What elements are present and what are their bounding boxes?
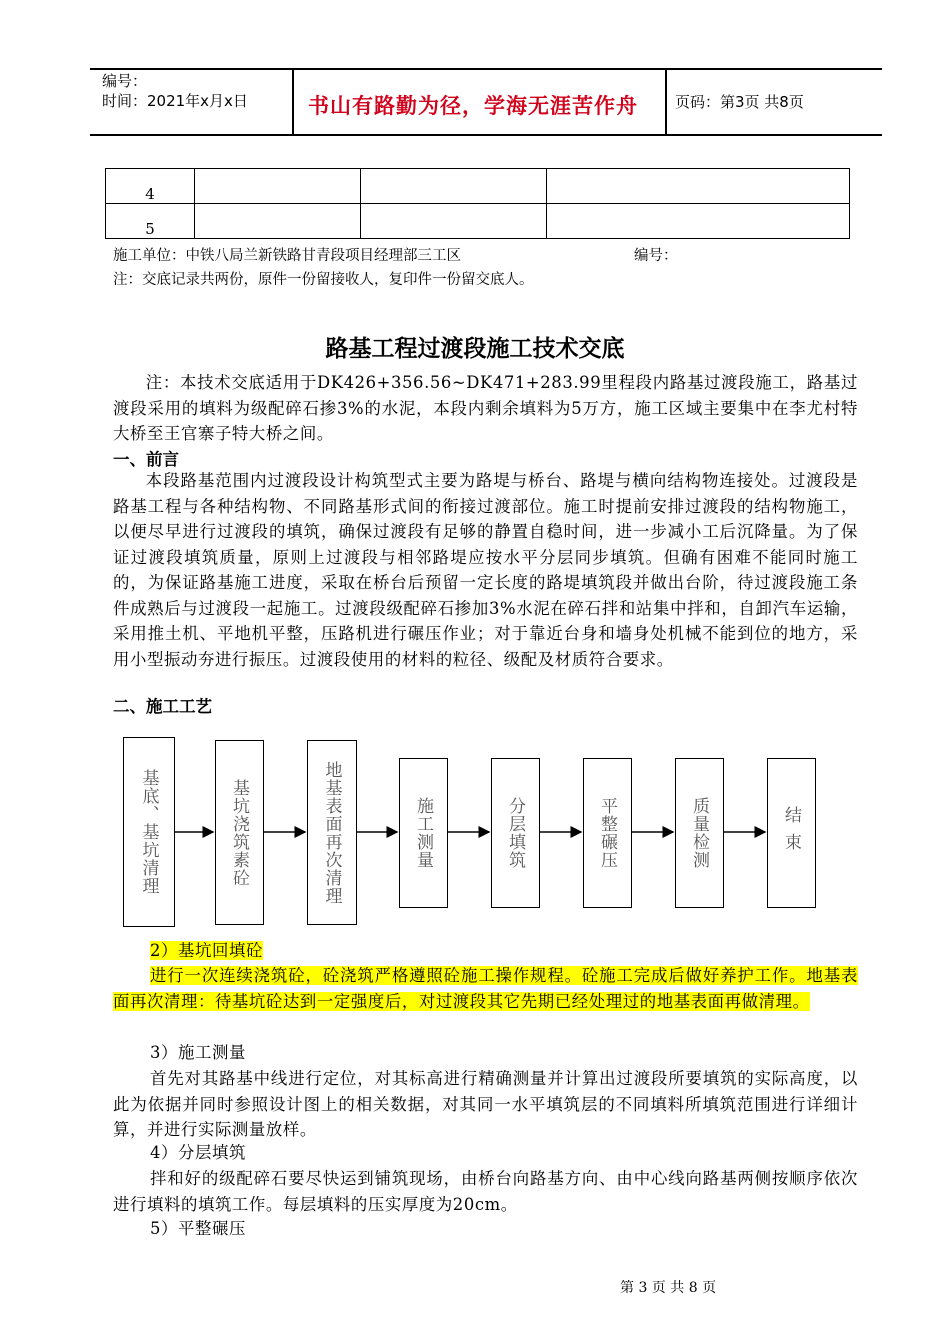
header-number: 编号：: [102, 72, 148, 90]
row-number: 4: [106, 169, 195, 204]
table-row: [106, 204, 850, 239]
flow-step-survey: [399, 758, 448, 908]
flow-step-label: 平整碾压: [597, 797, 617, 869]
flow-step-end: [767, 758, 816, 908]
flow-step-base-cleanup: [123, 737, 175, 927]
step2-title-text: 2）基坑回填砼: [150, 941, 263, 960]
flow-step-label: 质量检测: [689, 797, 709, 869]
table-cell: [547, 169, 850, 204]
step3-paragraph: 首先对其路基中线进行定位，对其标高进行精确测量并计算出过渡段所要填筑的实际高度，以此为依据并同时参照设计图上的相关数据，对其同一水平填筑层的不同填料所填筑范围进行详细计算，并进行实际测量放样。: [113, 1069, 858, 1139]
header-divider-right: [665, 68, 667, 135]
step3-title: 3）施工测量: [150, 1043, 246, 1062]
flow-step-quality-inspection: [675, 758, 724, 908]
header-page: 页码：第3页 共8页: [675, 93, 804, 111]
header-bottom-rule: [90, 134, 882, 136]
flow-step-plain-concrete: [215, 740, 264, 925]
flow-step-level-compact: [583, 758, 632, 908]
preface-paragraph: 本段路基范围内过渡段设计构筑型式主要为路堤与桥台、路堤与横向结构物连接处。过渡段是路基工程与各种结构物、不同路基形式间的衔接过渡部位。施工时提前安排过渡段的结构物施工，以便尽早进行过渡段的填筑，确保过渡段有足够的静置自稳时间，进一步减小工后沉降量。为了保证过渡段填筑质量，原则上过渡段与相邻路堤应按水平分层同步填筑。但确有困难不能同时施工的，为保证路基施工进度，采取在桥台后预留一定长度的路堤填筑段并做出台阶，待过渡段施工条件成熟后与过渡段一起施工。过渡段级配碎石掺加3%水泥在碎石拌和站集中拌和，自卸汽车运输，采用推土机、平地机平整，压路机进行碾压作业；对于靠近台身和墙身处机械不能到位的地方，采用小型振动夯进行振压。过渡段使用的材料的粒径、级配及材质符合要求。: [113, 471, 858, 669]
table-cell: [361, 204, 547, 239]
header-divider-left: [292, 68, 294, 135]
flow-step-label: 地基表面再次清理: [321, 760, 342, 905]
step4-title: 4）分层填筑: [150, 1143, 246, 1162]
flow-step-label: 基底、基坑清理: [138, 769, 159, 895]
intro-paragraph: 注：本技术交底适用于DK426+356.56~DK471+283.99里程段内路基过渡段施工，路基过渡段采用的填料为级配碎石掺3%的水泥，本段内剩余填料为5万方，施工区域主要集中在李尤村特大桥至王官寨子特大桥之间。: [113, 373, 858, 443]
flow-step-label: 施工测量: [413, 797, 433, 869]
step2-text: 进行一次连续浇筑砼，砼浇筑严格遵照砼施工操作规程。砼施工完成后做好养护工作。地基表面再次清理：待基坑砼达到一定强度后，对过渡段其它先期已经处理过的地基表面再做清理。: [113, 966, 858, 1011]
flow-step-layered-fill: [491, 758, 540, 908]
record-table: [105, 168, 850, 239]
table-cell: [547, 204, 850, 239]
flow-step-label: 基坑浇筑素砼: [229, 778, 249, 887]
flow-step-label: 结束: [781, 806, 801, 860]
table-cell: [195, 169, 361, 204]
header-time: 时间：2021年x月x日: [102, 92, 248, 110]
table-cell: [195, 204, 361, 239]
row-number: 5: [106, 204, 195, 239]
copy-note: 注：交底记录共两份，原件一份留接收人，复印件一份留交底人。: [113, 272, 534, 288]
step4-paragraph: 拌和好的级配碎石要尽快运到铺筑现场，由桥台向路基方向、由中心线向路基两侧按顺序依次进行填料的填筑工作。每层填料的压实厚度为20cm。: [113, 1169, 858, 1214]
step2-paragraph: [113, 963, 858, 1014]
step2-title: [150, 938, 263, 964]
flow-step-surface-recleaning: [307, 740, 357, 925]
page-footer: 第 3 页 共 8 页: [620, 1280, 717, 1296]
flow-step-label: 分层填筑: [505, 797, 525, 869]
header-top-rule: [90, 68, 882, 70]
header-motto: 书山有路勤为径，学海无涯苦作舟: [308, 94, 638, 118]
step5-title: 5）平整碾压: [150, 1219, 246, 1238]
construction-unit: 施工单位：中铁八局兰新铁路甘青段项目经理部三工区: [113, 248, 461, 264]
section-heading-process: 二、施工工艺: [113, 697, 212, 716]
document-title: 路基工程过渡段施工技术交底: [325, 336, 625, 362]
table-row: [106, 169, 850, 204]
table-cell: [361, 169, 547, 204]
section-heading-preface: 一、前言: [113, 450, 179, 469]
unit-number-label: 编号：: [634, 248, 678, 264]
